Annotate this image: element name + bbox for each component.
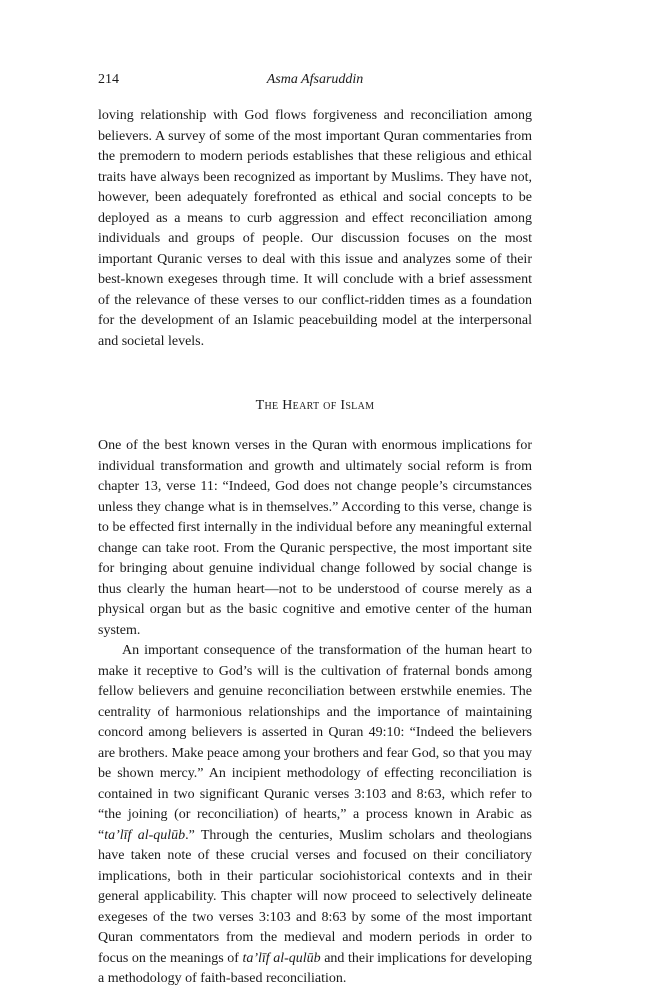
page-number: 214: [98, 72, 119, 87]
section-paragraph-1: One of the best known verses in the Quran with enormous implications for individual transformation and growth and ultimately social reform is from chapter 13, verse 11: “Indeed, God does not change people’s circumstances unless they change what is in themselves.” According to this verse, change is to be effected first internally in the individual before any meaningful external change can take root. From the Quranic perspective, the most important site for bringing about genuine individual change followed by social change is thus clearly the human heart—not to be understood of course merely as a physical organ but as the basic cognitive and emotive center of the human system.: [98, 438, 532, 638]
paragraph-2-text-b: .” Through the centuries, Muslim scholars and theologians have taken note of these crucial verses and focused on their conciliatory implications, both in their particular sociohistorical contexts and in their general applicability. This chapter will now proceed to selectively delineate exegeses of the two verses 3:103 and 8:63 by some of the most important Quran commentators from the medieval and modern periods in order to focus on the meanings of: [98, 827, 532, 966]
intro-paragraph: loving relationship with God flows forgiveness and reconciliation among believers. A survey of some of the most important Quran commentaries from the premodern to modern periods establishes that these religious and ethical traits have always been recognized as important by Muslims. They have not, however, been adequately forefronted as ethical and social concepts to be deployed as a means to curb aggression and effect reconciliation among individuals and groups of people. Our discussion focuses on the most important Quranic verses to deal with this issue and analyzes some of their best-known exegeses through time. It will conclude with a brief assessment of the relevance of these verses to our conflict-ridden times as a foundation for the development of an Islamic peacebuilding model at the interpersonal and societal levels.: [98, 108, 532, 349]
paragraph-2-text-a: An important consequence of the transformation of the human heart to make it receptive to God’s will is the cultivation of fraternal bonds among fellow believers and genuine reconciliation between erstwhile enemies. The centrality of harmonious relationships and the importance of maintaining concord among believers is asserted in Quran 49:10: “Indeed the believers are brothers. Make peace among your brothers and fear God, so that you may be shown mercy.” An incipient methodology of effecting reconciliation is contained in two significant Quranic verses 3:103 and 8:63, which refer to “the joining (or reconciliation) of hearts,” a process known in Arabic as “: [98, 643, 532, 843]
book-page: [98, 72, 532, 990]
running-head: [98, 72, 532, 92]
arabic-term-talif-al-qulub-2: ta’līf al-qulūb: [242, 950, 321, 966]
running-title: Asma Afsaruddin: [266, 72, 364, 87]
section-heading: The Heart of Islam: [255, 398, 375, 413]
arabic-term-talif-al-qulub: ta’līf al-qulūb: [104, 827, 186, 843]
section-paragraph-2: [98, 641, 532, 990]
paragraph-2-text-c: and their implications for developing a methodology of faith-based reconciliation.: [98, 950, 532, 986]
